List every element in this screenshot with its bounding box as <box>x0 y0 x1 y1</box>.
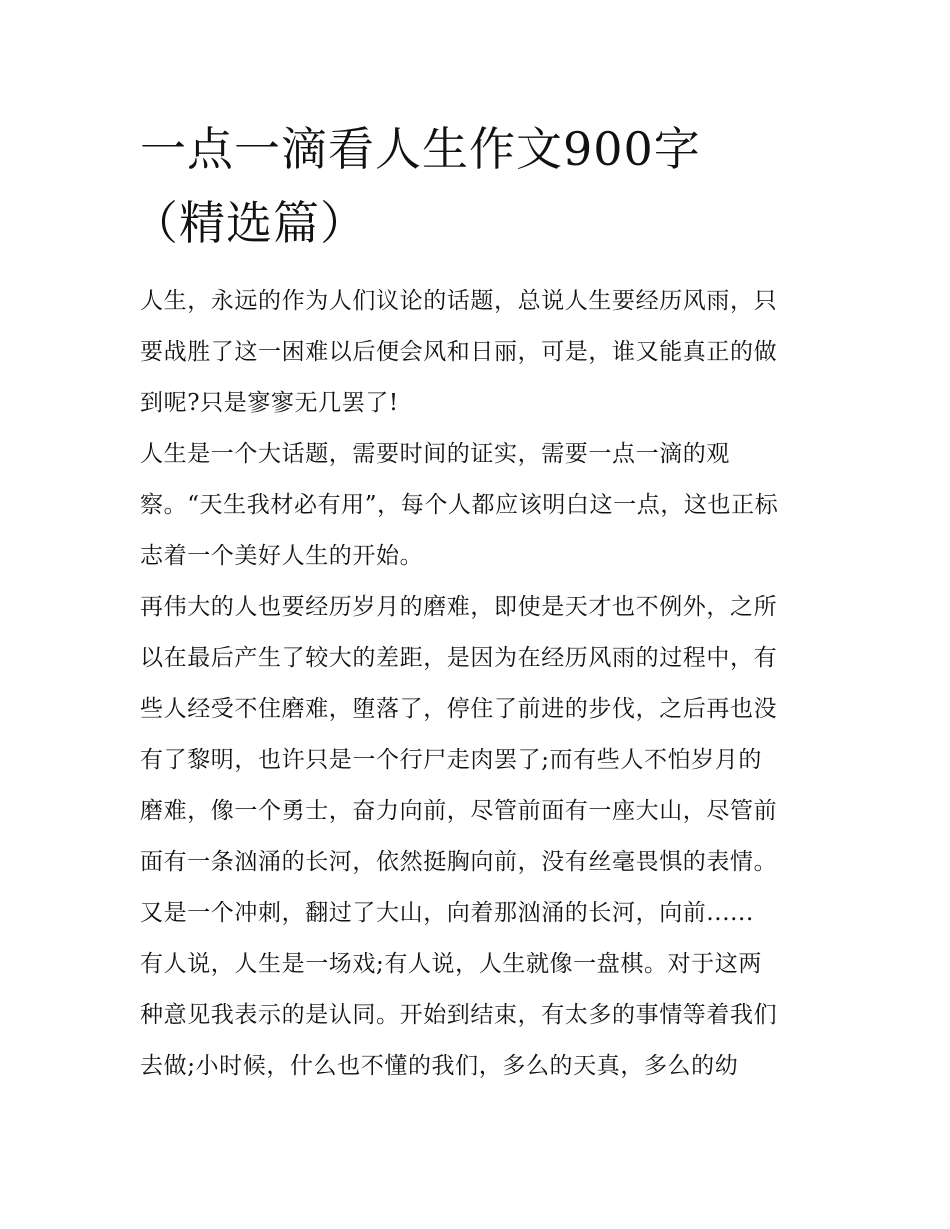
text-line: 又是一个冲刺，翻过了大山，向着那汹涌的长河，向前...... <box>140 900 754 926</box>
text-line: 磨难，像一个勇士，奋力向前，尽管前面有一座大山，尽管前 <box>140 798 778 824</box>
text-line: 要战胜了这一困难以后便会风和日丽，可是，谁又能真正的做 <box>140 339 778 365</box>
text-line: 志着一个美好人生的开始。 <box>140 543 424 569</box>
text-line: 到呢?只是寥寥无几罢了! <box>140 390 399 416</box>
text-line: 些人经受不住磨难，堕落了，停住了前进的步伐，之后再也没 <box>140 696 778 722</box>
text-line: 去做;小时候，什么也不懂的我们，多么的天真，多么的幼 <box>140 1053 739 1079</box>
text-line: 人生是一个大话题，需要时间的证实，需要一点一滴的观 <box>140 441 730 467</box>
title-line: 一点一滴看人生作文900字 <box>140 122 701 176</box>
text-line: 察。“天生我材必有用”，每个人都应该明白这一点，这也正标 <box>140 492 779 518</box>
title-line: （精选篇） <box>132 196 367 250</box>
text-line: 人生，永远的作为人们议论的话题，总说人生要经历风雨，只 <box>140 288 778 314</box>
text-line: 面有一条汹涌的长河，依然挺胸向前，没有丝毫畏惧的表情。 <box>140 849 778 875</box>
text-line: 以在最后产生了较大的差距，是因为在经历风雨的过程中，有 <box>140 645 778 671</box>
text-line: 有人说，人生是一场戏;有人说，人生就像一盘棋。对于这两 <box>140 951 762 977</box>
document-body <box>140 276 820 1092</box>
text-line: 有了黎明，也许只是一个行尸走肉罢了;而有些人不怕岁月的 <box>140 747 762 773</box>
text-line: 种意见我表示的是认同。开始到结束，有太多的事情等着我们 <box>140 1002 778 1028</box>
text-line: 再伟大的人也要经历岁月的磨难，即使是天才也不例外，之所 <box>140 594 778 620</box>
document-title <box>132 112 840 260</box>
